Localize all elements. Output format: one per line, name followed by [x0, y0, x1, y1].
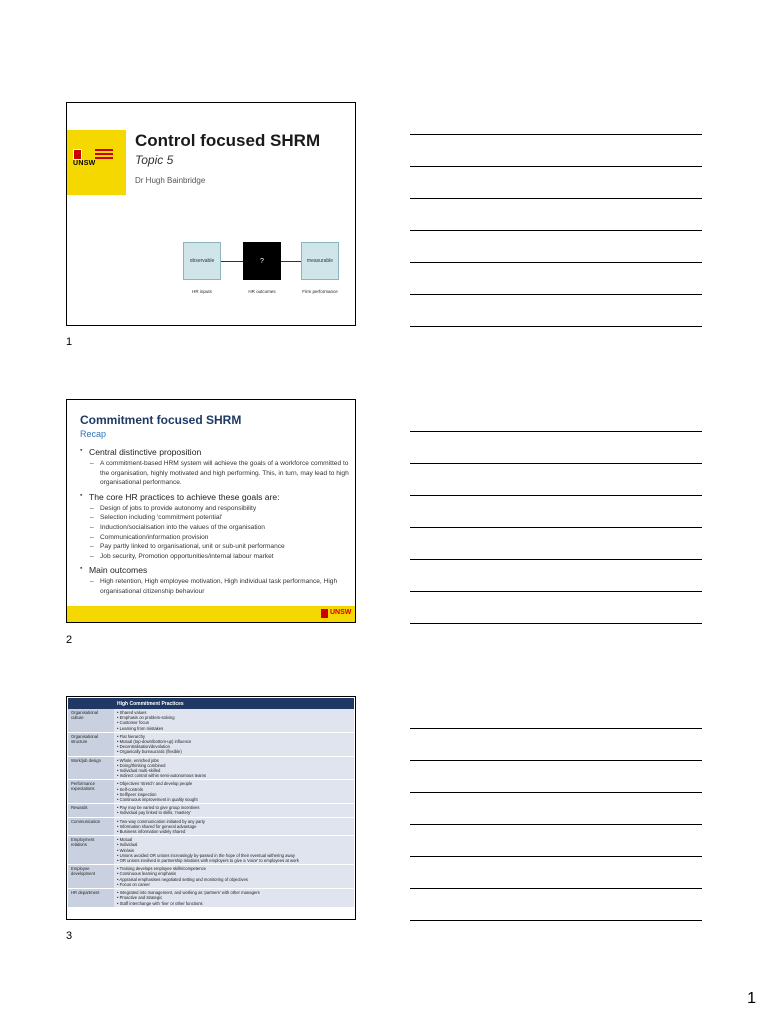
- row-item: • Individual multi-skilled: [117, 768, 351, 773]
- logo-lines: [95, 149, 113, 151]
- row-item: • Organically bureaucratic (flexible): [117, 749, 351, 754]
- row-item: • Unions avoided OR unions increasingly by-passed in the hope of their eventual withering away: [117, 853, 351, 858]
- row-items: [114, 804, 354, 817]
- sub-bullet: – Pay partly linked to organisational, unit or sub-unit performance: [80, 542, 352, 552]
- logo-text: UNSW: [330, 609, 352, 616]
- row-items: [114, 817, 354, 836]
- row-item: • Whole, enriched jobs: [117, 758, 351, 763]
- row-item: • Mutual (top-down/bottom-up) influence: [117, 739, 351, 744]
- row-label: Organisational culture: [68, 709, 114, 732]
- practices-table: [68, 698, 354, 908]
- row-items: [114, 756, 354, 780]
- row-item: • Self/peer inspection: [117, 792, 351, 797]
- sub-bullet: – Selection including ‘commitment potential’: [80, 513, 352, 523]
- slide-3: [66, 696, 356, 920]
- row-item: • Integrated into management, and working as 'partners' with other managers: [117, 890, 351, 895]
- unknown-box: ?: [243, 242, 281, 280]
- row-label: Communication: [68, 817, 114, 836]
- row-item: • Appraisal emphasises negotiated setting and monitoring of objectives: [117, 877, 351, 882]
- row-item: • Individual pay linked to skills, 'mastery': [117, 810, 351, 815]
- slide-1: [66, 102, 356, 326]
- row-item: • Shared values: [117, 710, 351, 715]
- row-item: • Self-controls: [117, 787, 351, 792]
- slide-number: 3: [66, 930, 73, 942]
- connector: [221, 261, 243, 262]
- slide-subtitle: Recap: [80, 429, 107, 439]
- slide-author: Dr Hugh Bainbridge: [135, 176, 206, 185]
- observable-box: observable: [183, 242, 221, 280]
- connector: [281, 261, 301, 262]
- table-row: [68, 709, 354, 732]
- slide-footer: [67, 606, 356, 622]
- row-item: • Continuous learning emphasis: [117, 871, 351, 876]
- page-number: 1: [747, 990, 756, 1007]
- logo-text: UNSW: [73, 160, 96, 167]
- row-items: [114, 865, 354, 889]
- row-item: • Individual: [117, 842, 351, 847]
- row-item: • Learning from mistakes: [117, 726, 351, 731]
- sub-bullet: – Communication/information provision: [80, 533, 352, 543]
- sub-bullet: – Design of jobs to provide autonomy and responsibility: [80, 504, 352, 514]
- row-item: • Focus on career: [117, 882, 351, 887]
- table-row: [68, 889, 354, 908]
- measurable-box: measurable: [301, 242, 339, 280]
- row-label: HR department: [68, 889, 114, 908]
- row-label: Rewards: [68, 804, 114, 817]
- bullet: ▪ Main outcomes: [80, 565, 352, 575]
- row-label: Organisational structure: [68, 732, 114, 756]
- sub-bullet: – Job security, Promotion opportunities/internal labour market: [80, 552, 352, 562]
- row-label: Employee development: [68, 865, 114, 889]
- slide-number: 2: [66, 634, 73, 646]
- row-item: • Objectives 'stretch' and develop people: [117, 781, 351, 786]
- row-item: • Doing/thinking combined: [117, 763, 351, 768]
- slide-title: Control focused SHRM: [135, 131, 321, 150]
- table-row: [68, 804, 354, 817]
- row-items: [114, 780, 354, 804]
- crest-icon: [73, 149, 82, 160]
- row-item: • Staff interchange with 'line' or other functions: [117, 901, 351, 906]
- table-header: High Commitment Practices: [114, 698, 354, 709]
- row-item: • Win/win: [117, 848, 351, 853]
- row-item: • Flat hierarchy: [117, 734, 351, 739]
- sub-bullet: – Induction/socialisation into the values of the organisation: [80, 523, 352, 533]
- table-row: [68, 780, 354, 804]
- crest-icon: [321, 609, 328, 618]
- row-item: • Pay may be varied to give group incentives: [117, 805, 351, 810]
- row-item: • Emphasis on problem-solving: [117, 715, 351, 720]
- row-label: Work/job design: [68, 756, 114, 780]
- slide-subtitle: Topic 5: [135, 153, 174, 167]
- unsw-logo: [321, 608, 351, 620]
- slide-2: [66, 399, 356, 623]
- table-row: [68, 836, 354, 865]
- sub-bullet: – A commitment-based HRM system will achieve the goals of a workforce committed to the organisation, highly motivated and high performing. This, in turn, may lead to high organisational performance.: [80, 459, 352, 488]
- bullet: ▪ Central distinctive proposition: [80, 447, 352, 457]
- table-row: [68, 756, 354, 780]
- unsw-logo: [73, 149, 119, 167]
- row-item: • OR unions involved in partnership relations with employers to give a 'voice' to employees at work: [117, 858, 351, 863]
- slide-content: [80, 447, 352, 597]
- row-items: [114, 836, 354, 865]
- row-item: • Proactive and strategic: [117, 895, 351, 900]
- box-label: HR inputs: [192, 289, 212, 294]
- slide-number: 1: [66, 336, 73, 348]
- row-label: Performance expectations: [68, 780, 114, 804]
- box-label: HR outcomes: [248, 289, 276, 294]
- row-item: • Information shared for general advantage: [117, 824, 351, 829]
- row-item: • Decentralisation/devolution: [117, 744, 351, 749]
- sub-bullet: – High retention, High employee motivation, High individual task performance, High organisational citizenship behaviour: [80, 577, 352, 596]
- table-row: [68, 865, 354, 889]
- row-item: • Business information widely shared: [117, 829, 351, 834]
- row-items: [114, 732, 354, 756]
- bullet: ▪ The core HR practices to achieve these goals are:: [80, 492, 352, 502]
- row-item: • Two-way communication initiated by any party: [117, 819, 351, 824]
- row-label: Employment relations: [68, 836, 114, 865]
- row-items: [114, 889, 354, 908]
- box-label: Firm performance: [302, 289, 338, 294]
- slide-title: Commitment focused SHRM: [80, 413, 242, 427]
- table-row: [68, 817, 354, 836]
- row-item: • Mutual: [117, 837, 351, 842]
- row-item: • Continuous improvement in quality sought: [117, 797, 351, 802]
- row-items: [114, 709, 354, 732]
- table-row: [68, 732, 354, 756]
- row-item: • Indirect control within semi-autonomous teams: [117, 773, 351, 778]
- row-item: • Training develops employee skills/competence: [117, 866, 351, 871]
- row-item: • Customer focus: [117, 720, 351, 725]
